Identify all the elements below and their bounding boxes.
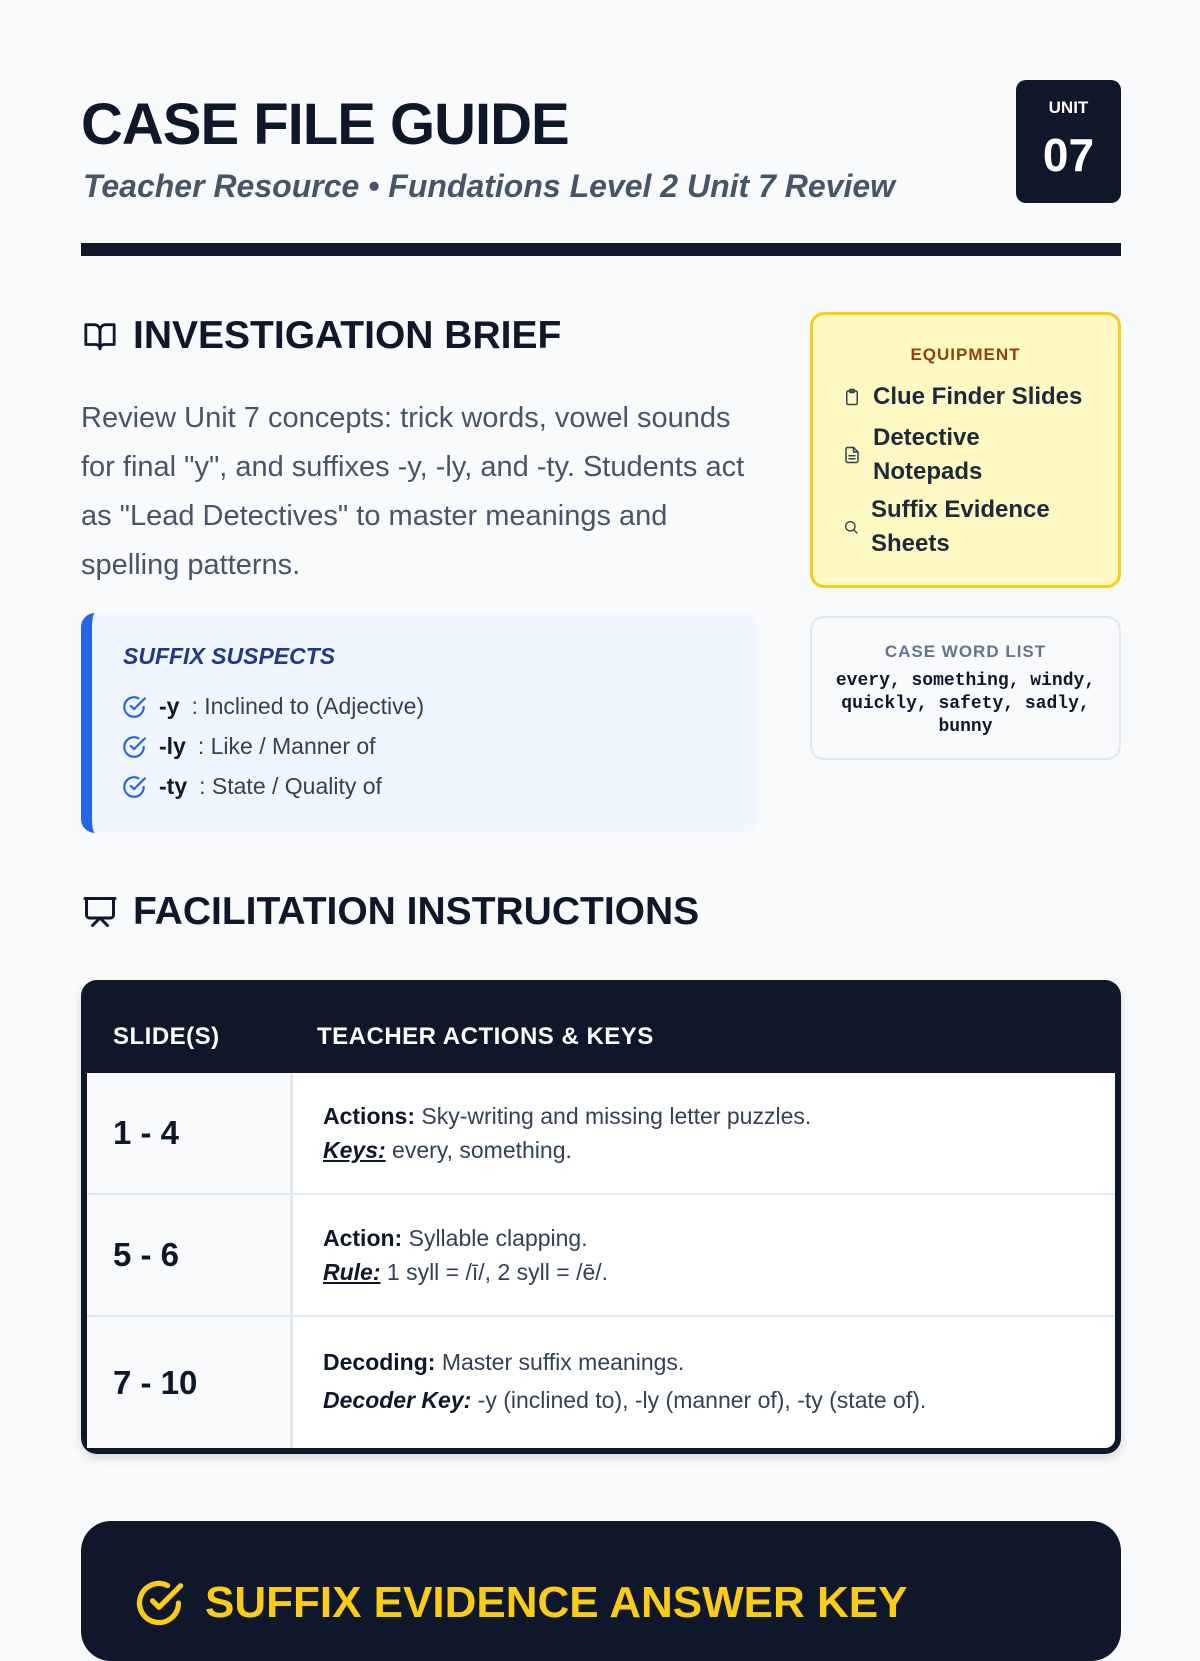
clipboard-icon [843,387,861,407]
action-label: Decoding: [323,1349,436,1375]
action-text: Master suffix meanings. [441,1349,685,1375]
facilitation-table [81,980,1121,1454]
check-circle-icon [121,734,147,760]
table-header [87,986,1115,1073]
column-header-actions: TEACHER ACTIONS & KEYS [317,1023,654,1050]
slide-range: 5 - 6 [87,1195,293,1315]
presentation-board-icon [81,894,119,930]
page-subtitle: Teacher Resource • Fundations Level 2 Unit 7 Review [83,168,896,204]
page-header [81,80,1121,256]
suffix-code: -ty [159,773,188,799]
action-line [323,1103,811,1130]
check-circle-icon [121,694,147,720]
equipment-card [810,312,1121,588]
suffix-suspects-card [81,613,756,833]
action-label: Action: [323,1225,403,1251]
check-circle-icon [121,774,147,800]
unit-number: 07 [1042,129,1095,181]
action-cell [323,1317,1095,1448]
equipment-item-label: Clue Finder Slides [873,383,1083,410]
action-cell [323,1073,1095,1193]
document-icon [843,445,861,465]
column-header-slides: SLIDE(S) [113,1023,220,1050]
action-cell [323,1195,1095,1315]
slide-range: 7 - 10 [87,1317,293,1448]
page-title: CASE FILE GUIDE [81,92,569,157]
suffix-code: -y [159,693,180,719]
equipment-item-label: Suffix Evidence Sheets [871,496,1050,557]
key-line [323,1137,572,1164]
answer-key-title: SUFFIX EVIDENCE ANSWER KEY [205,1578,908,1627]
table-row [87,1073,1115,1195]
header-divider [81,243,1121,256]
open-book-icon [81,319,119,353]
rule-label: Rule: [323,1259,381,1285]
table-body [87,1073,1115,1448]
rule-text: 1 syll = /ī/, 2 syll = /ē/. [386,1259,609,1285]
action-label: Actions: [323,1103,415,1129]
equipment-item-label: Detective Notepads [873,424,983,485]
table-row [87,1195,1115,1317]
decoder-key-label: Decoder Key: [323,1387,472,1413]
magnifier-icon [843,519,859,535]
suffix-code: -ly [159,733,186,759]
brief-heading [81,314,561,358]
rule-line [323,1259,608,1286]
word-list-words: every, something, windy, quickly, safety, sadly, bunny [835,671,1096,737]
suffix-meaning: : Inclined to (Adjective) [191,693,425,719]
suffix-meaning: : State / Quality of [199,773,382,799]
suspects-title: SUFFIX SUSPECTS [123,643,336,669]
word-list-title: CASE WORD LIST [884,642,1047,661]
facilitation-heading-text: FACILITATION INSTRUCTIONS [133,890,700,933]
check-circle-icon [133,1577,185,1629]
list-item [843,380,1103,414]
suffix-meaning: : Like / Manner of [197,733,376,759]
word-list-card [810,616,1121,760]
slide-range: 1 - 4 [87,1073,293,1193]
answer-key-banner [81,1521,1121,1661]
key-label: Keys: [323,1137,386,1163]
list-item [843,421,1103,489]
list-item [121,693,424,720]
action-text: Syllable clapping. [408,1225,588,1251]
action-text: Sky-writing and missing letter puzzles. [421,1103,812,1129]
answer-key-heading [133,1577,907,1629]
key-line [323,1387,926,1414]
brief-heading-text: INVESTIGATION BRIEF [133,314,562,357]
unit-label: UNIT [1048,98,1089,117]
unit-badge [1016,80,1121,203]
decoder-key-text: -y (inclined to), -ly (manner of), -ty (state of). [477,1387,927,1413]
key-text: every, something. [392,1137,572,1163]
equipment-title: EQUIPMENT [910,345,1021,364]
facilitation-heading [81,890,699,934]
list-item [121,773,382,800]
list-item [843,493,1103,561]
brief-text: Review Unit 7 concepts: trick words, vowel sounds for final "y", and suffixes -y, -ly, and -ty. Students act as "Lead Detectives" to master meanings and spelling patterns. [81,402,745,581]
action-line [323,1225,588,1252]
list-item [121,733,376,760]
action-line [323,1349,684,1376]
table-row [87,1317,1115,1448]
